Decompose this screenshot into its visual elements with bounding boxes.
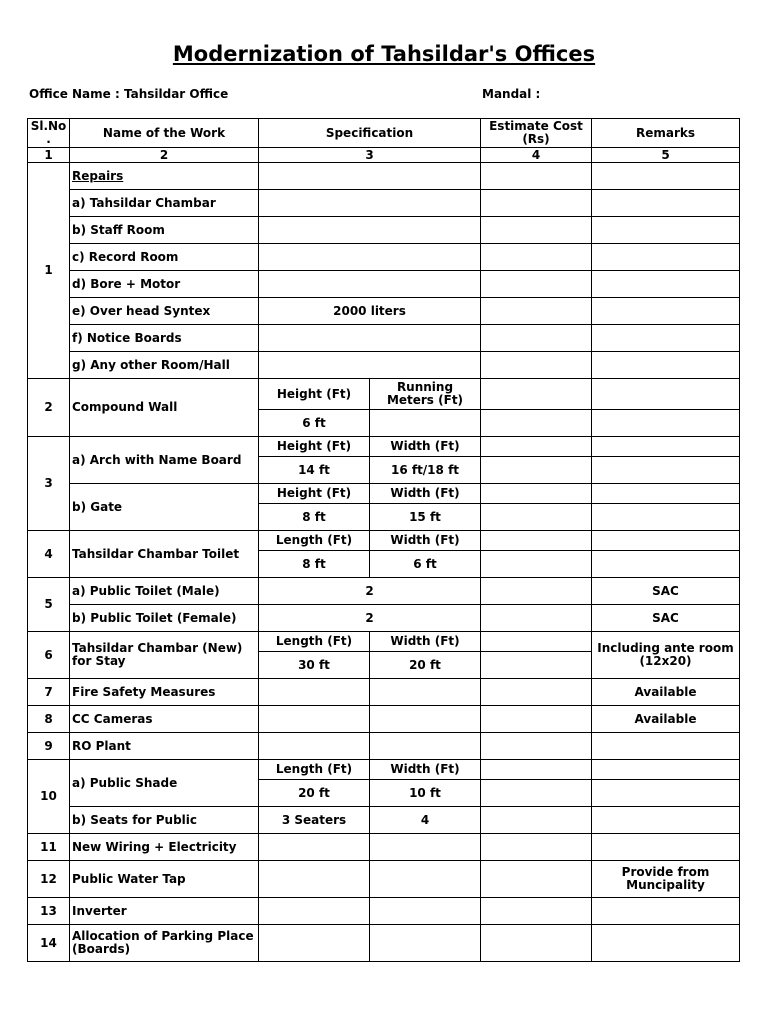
- row-number: 14: [28, 925, 70, 962]
- row-number: 12: [28, 861, 70, 898]
- column-number: 4: [481, 148, 592, 163]
- table-row: [28, 325, 740, 352]
- work-name: Repairs: [70, 163, 259, 190]
- table-row: [28, 760, 740, 780]
- remarks: Available: [592, 679, 740, 706]
- table-row: [28, 679, 740, 706]
- column-number: 2: [70, 148, 259, 163]
- work-name: Public Water Tap: [70, 861, 259, 898]
- work-name: a) Public Toilet (Male): [70, 578, 259, 605]
- remarks: [592, 834, 740, 861]
- spec-value: 10 ft: [370, 780, 481, 807]
- table-row: [28, 925, 740, 962]
- remarks: [592, 925, 740, 962]
- specification: [259, 325, 481, 352]
- work-name: b) Staff Room: [70, 217, 259, 244]
- spec-header: Width (Ft): [370, 484, 481, 504]
- spec-value: 14 ft: [259, 457, 370, 484]
- remarks: [592, 733, 740, 760]
- specification: 2: [259, 605, 481, 632]
- table-row: [28, 271, 740, 298]
- table-row: [28, 298, 740, 325]
- table-row: [28, 706, 740, 733]
- table-row: [28, 190, 740, 217]
- table-row: [28, 163, 740, 190]
- office-name-label: Office Name : Tahsildar Office: [29, 87, 229, 101]
- specification: [259, 217, 481, 244]
- row-number: 2: [28, 379, 70, 437]
- work-name: e) Over head Syntex: [70, 298, 259, 325]
- table-row: [28, 217, 740, 244]
- work-name: d) Bore + Motor: [70, 271, 259, 298]
- spec-header: Height (Ft): [259, 379, 370, 410]
- work-name: New Wiring + Electricity: [70, 834, 259, 861]
- spec-value: 4: [370, 807, 481, 834]
- spec-header: Height (Ft): [259, 437, 370, 457]
- header-specification: Specification: [259, 119, 481, 148]
- header-estimate-cost: Estimate Cost (Rs): [481, 119, 592, 148]
- column-number: 5: [592, 148, 740, 163]
- table-row: [28, 578, 740, 605]
- row-number: 7: [28, 679, 70, 706]
- header-slno: Sl.No .: [28, 119, 70, 148]
- specification: [259, 190, 481, 217]
- spec-value: 6 ft: [370, 551, 481, 578]
- work-name: b) Public Toilet (Female): [70, 605, 259, 632]
- spec-value: 16 ft/18 ft: [370, 457, 481, 484]
- table-row: [28, 733, 740, 760]
- spec-header: Width (Ft): [370, 437, 481, 457]
- remarks: Provide from Muncipality: [592, 861, 740, 898]
- specification: [259, 352, 481, 379]
- specification: [259, 271, 481, 298]
- table-row: [28, 379, 740, 410]
- spec-header: Height (Ft): [259, 484, 370, 504]
- table-row: [28, 244, 740, 271]
- table-row: [28, 632, 740, 652]
- work-name: b) Seats for Public: [70, 807, 259, 834]
- row-number: 11: [28, 834, 70, 861]
- spec-value: 30 ft: [259, 652, 370, 679]
- table-row: [28, 437, 740, 457]
- table-row: [28, 531, 740, 551]
- specification: 2000 liters: [259, 298, 481, 325]
- header-remarks: Remarks: [592, 119, 740, 148]
- table-row: [28, 352, 740, 379]
- spec-header: Length (Ft): [259, 632, 370, 652]
- spec-value: 15 ft: [370, 504, 481, 531]
- row-number: 3: [28, 437, 70, 531]
- header-row: [28, 119, 740, 148]
- work-name: a) Arch with Name Board: [70, 437, 259, 484]
- specification: [259, 244, 481, 271]
- work-name: g) Any other Room/Hall: [70, 352, 259, 379]
- spec-header: Width (Ft): [370, 632, 481, 652]
- work-name: Tahsildar Chambar (New) for Stay: [70, 632, 259, 679]
- work-name: Allocation of Parking Place (Boards): [70, 925, 259, 962]
- work-name: c) Record Room: [70, 244, 259, 271]
- spec-header: Length (Ft): [259, 760, 370, 780]
- row-number: 13: [28, 898, 70, 925]
- spec-value: [370, 410, 481, 437]
- work-name: a) Tahsildar Chambar: [70, 190, 259, 217]
- work-name: a) Public Shade: [70, 760, 259, 807]
- spec-value: 8 ft: [259, 504, 370, 531]
- column-number-row: [28, 148, 740, 163]
- work-name: CC Cameras: [70, 706, 259, 733]
- spec-value: 20 ft: [370, 652, 481, 679]
- mandal-label: Mandal :: [482, 87, 541, 101]
- spec-header: Width (Ft): [370, 760, 481, 780]
- work-name: Inverter: [70, 898, 259, 925]
- remarks: [592, 898, 740, 925]
- table-row: [28, 807, 740, 834]
- spec-header: Length (Ft): [259, 531, 370, 551]
- work-name: Compound Wall: [70, 379, 259, 437]
- spec-header: Running Meters (Ft): [370, 379, 481, 410]
- row-number: 6: [28, 632, 70, 679]
- table-row: [28, 898, 740, 925]
- spec-value: 8 ft: [259, 551, 370, 578]
- spec-value: 20 ft: [259, 780, 370, 807]
- spec-value: 6 ft: [259, 410, 370, 437]
- remarks: Including ante room (12x20): [592, 632, 740, 679]
- row-number: 10: [28, 760, 70, 834]
- row-number: 1: [28, 163, 70, 379]
- table-row: [28, 834, 740, 861]
- spec-value: 3 Seaters: [259, 807, 370, 834]
- table-row: [28, 605, 740, 632]
- page-title: Modernization of Tahsildar's Offices: [172, 42, 596, 66]
- table-row: [28, 484, 740, 504]
- remarks: Available: [592, 706, 740, 733]
- specification: 2: [259, 578, 481, 605]
- row-number: 5: [28, 578, 70, 632]
- work-name: Fire Safety Measures: [70, 679, 259, 706]
- works-table: [27, 118, 740, 962]
- table-row: [28, 861, 740, 898]
- row-number: 8: [28, 706, 70, 733]
- row-number: 9: [28, 733, 70, 760]
- remarks: SAC: [592, 578, 740, 605]
- column-number: 1: [28, 148, 70, 163]
- row-number: 4: [28, 531, 70, 578]
- spec-header: Width (Ft): [370, 531, 481, 551]
- header-name: Name of the Work: [70, 119, 259, 148]
- work-name: RO Plant: [70, 733, 259, 760]
- work-name: f) Notice Boards: [70, 325, 259, 352]
- work-name: Tahsildar Chambar Toilet: [70, 531, 259, 578]
- work-name: b) Gate: [70, 484, 259, 531]
- column-number: 3: [259, 148, 481, 163]
- remarks: SAC: [592, 605, 740, 632]
